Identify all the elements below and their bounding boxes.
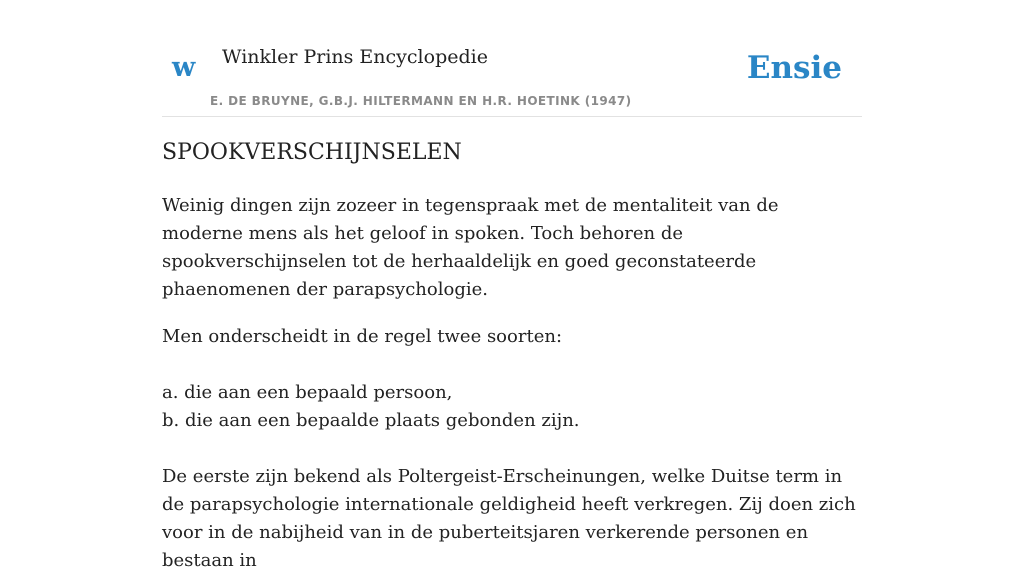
article-paragraph: Men onderscheidt in de regel twee soorten:: [162, 326, 563, 347]
list-item: b. die aan een bepaalde plaats gebonden zijn.: [162, 410, 580, 431]
site-title[interactable]: Winkler Prins Encyclopedie: [222, 46, 488, 68]
article-list: [162, 379, 862, 435]
page: [162, 0, 862, 571]
article-paragraph: De eerste zijn bekend als Poltergeist-Erscheinungen, welke Duitse term in de parapsychologie internationale geldigheid heeft verkregen. Zij doen zich voor in de nabijheid van in de puberteitsjaren verkerende personen en bestaan in: [162, 466, 856, 571]
article-paragraph: Weinig dingen zijn zozeer in tegenspraak met de mentaliteit van de moderne mens als het geloof in spoken. Toch behoren de spookverschijnselen tot de herhaaldelijk en goed geconstateerde phaenomenen der parapsychologie.: [162, 195, 779, 300]
winkler-prins-logo[interactable]: w: [172, 52, 196, 83]
header: [162, 0, 862, 117]
list-item: a. die aan een bepaald persoon,: [162, 382, 453, 403]
authors-line: E. DE BRUYNE, G.B.J. HILTERMANN EN H.R. HOETINK (1947): [210, 94, 632, 108]
ensie-logo[interactable]: Ensie: [746, 50, 842, 86]
entry-title: SPOOKVERSCHIJNSELEN: [162, 140, 462, 165]
article-body: [162, 192, 862, 575]
